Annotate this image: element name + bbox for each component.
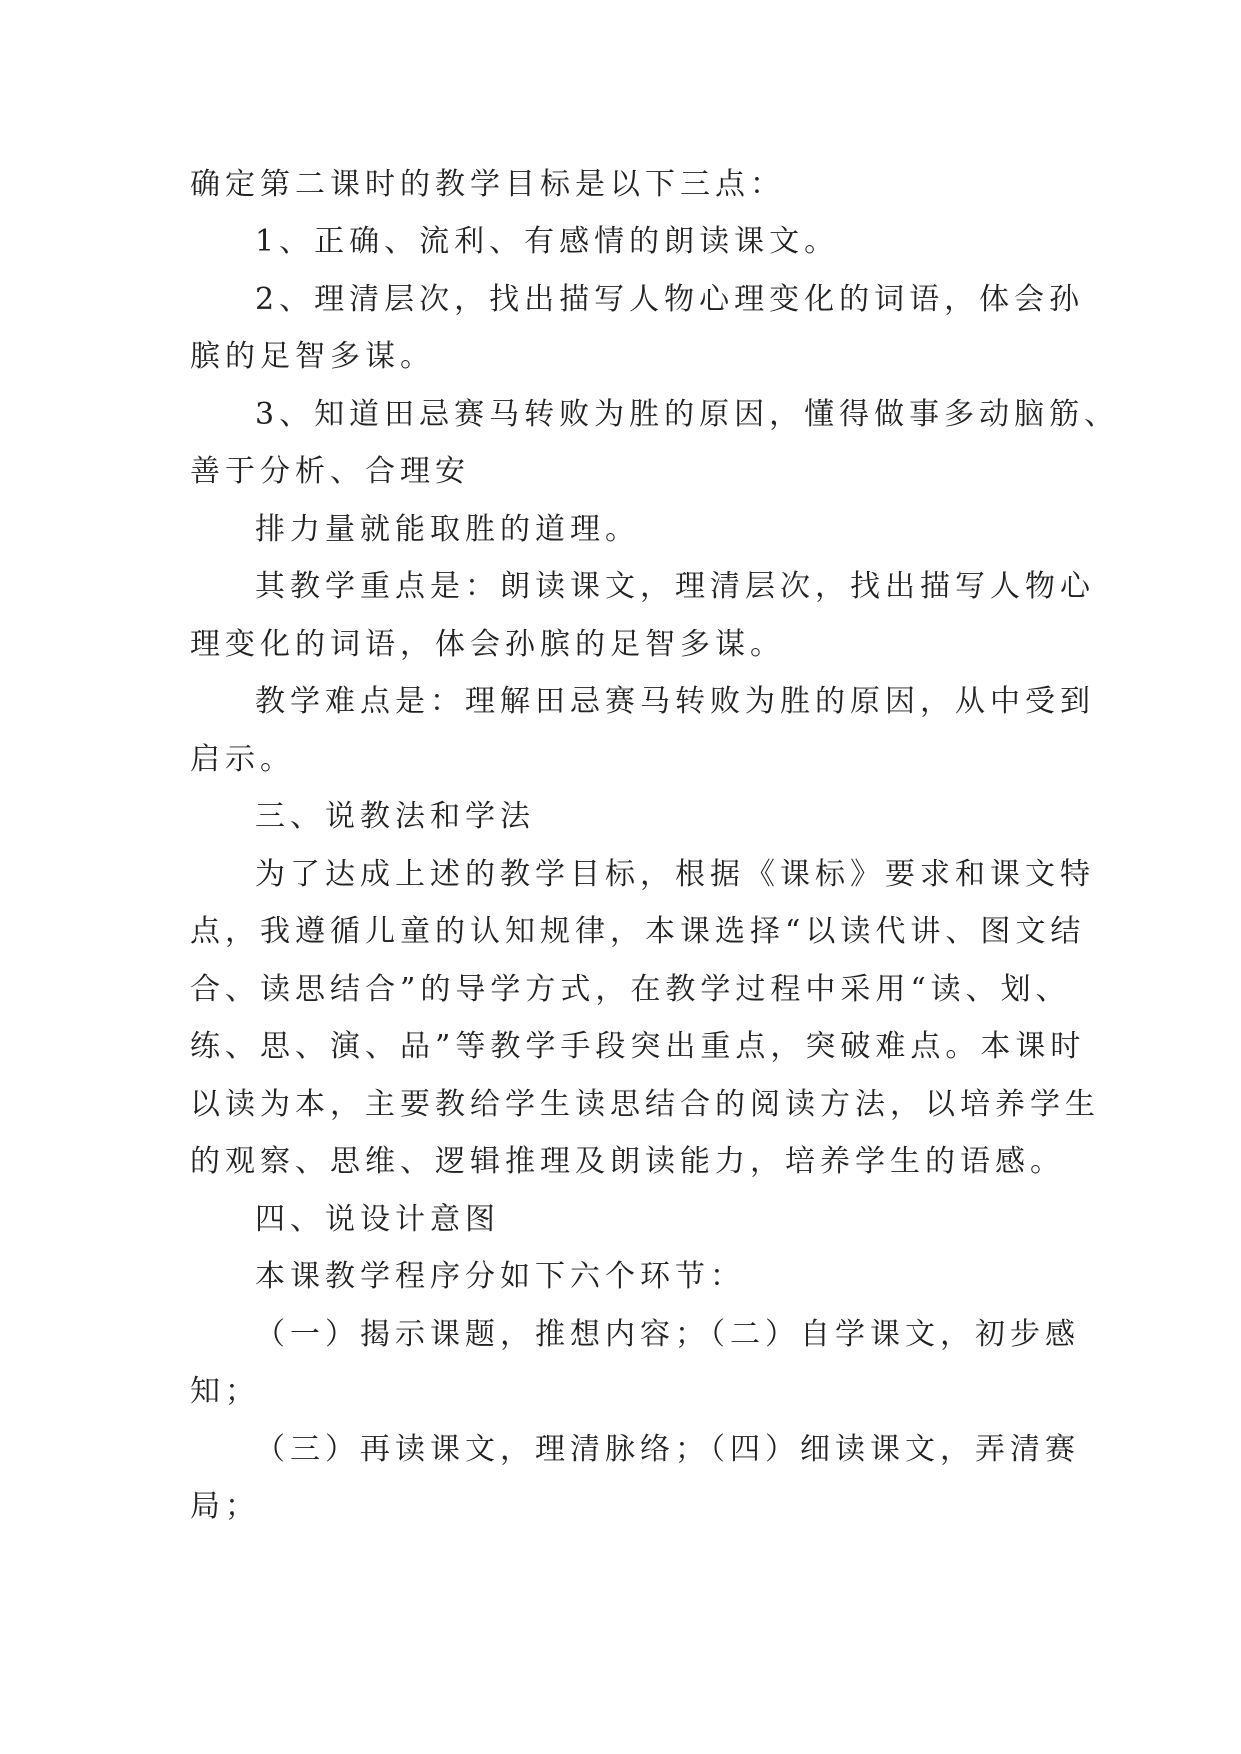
text-line: 善于分析、合理安 [190, 454, 470, 489]
text-line: （三）再读课文，理清脉络；（四）细读课文，弄清赛 [255, 1432, 1080, 1467]
text-line: 局； [190, 1489, 260, 1524]
text-line: 3、知道田忌赛马转败为胜的原因，懂得做事多动脑筋、 [255, 397, 1120, 432]
text-line: 确定第二课时的教学目标是以下三点： [190, 167, 785, 202]
text-line: 的观察、思维、逻辑推理及朗读能力，培养学生的语感。 [190, 1144, 1065, 1179]
text-line: 知； [190, 1374, 260, 1409]
text-line: 点，我遵循儿童的认知规律，本课选择“以读代讲、图文结 [190, 914, 1086, 949]
text-line: 1、正确、流利、有感情的朗读课文。 [255, 224, 840, 259]
text-line: 以读为本，主要教给学生读思结合的阅读方法，以培养学生 [190, 1087, 1100, 1122]
text-line: 为了达成上述的教学目标，根据《课标》要求和课文特 [255, 857, 1095, 892]
text-line: 教学难点是：理解田忌赛马转败为胜的原因，从中受到 [255, 684, 1095, 719]
text-line: 理变化的词语，体会孙膑的足智多谋。 [190, 627, 785, 662]
text-line: 其教学重点是：朗读课文，理清层次，找出描写人物心 [255, 569, 1095, 604]
text-line: （一）揭示课题，推想内容；（二）自学课文，初步感 [255, 1317, 1080, 1352]
section-heading: 四、说设计意图 [255, 1202, 500, 1237]
section-heading: 三、说教法和学法 [255, 799, 535, 834]
text-line: 2、理清层次，找出描写人物心理变化的词语，体会孙 [255, 282, 1085, 317]
text-line: 练、思、演、品”等教学手段突出重点，突破难点。本课时 [190, 1029, 1086, 1064]
text-line: 膑的足智多谋。 [190, 339, 435, 374]
text-line: 本课教学程序分如下六个环节： [255, 1259, 745, 1294]
text-line: 合、读思结合”的导学方式，在教学过程中采用“读、划、 [190, 972, 1071, 1007]
text-line: 排力量就能取胜的道理。 [255, 512, 640, 547]
text-line: 启示。 [190, 742, 295, 777]
